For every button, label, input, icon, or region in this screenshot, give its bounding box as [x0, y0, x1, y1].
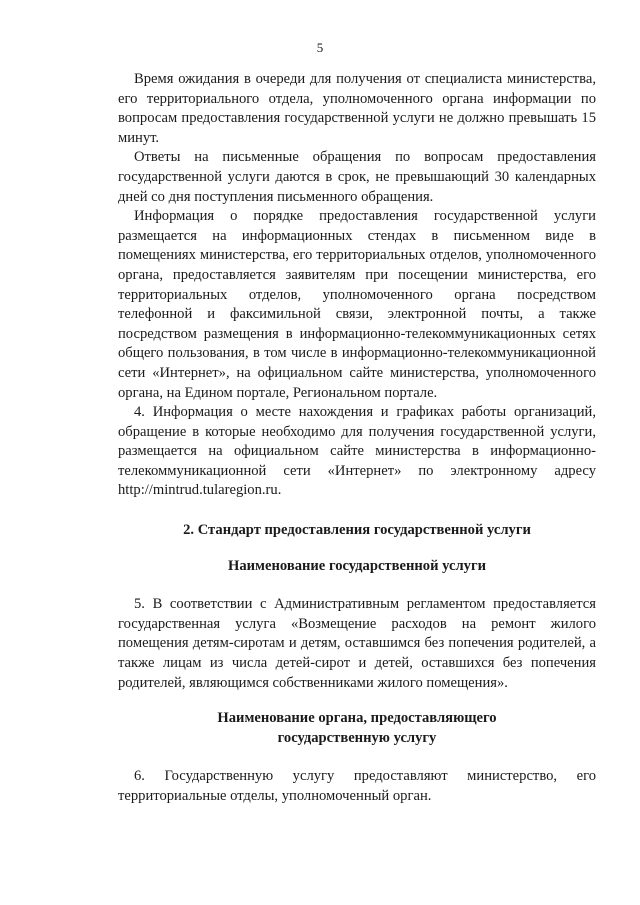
- paragraph-6-providers: 6. Государственную услугу предоставляют министерство, его территориальные отделы, уполномоченный орган.: [118, 768, 596, 804]
- service-name-heading: Наименование государственной услуги: [228, 557, 486, 574]
- paragraph-4-organizations-info: 4. Информация о месте нахождения и графиках работы организаций, обращение в которые необходимо для получения государственной услуги, размещается на официальном сайте министерства в информационно-телекоммуникационной сети «Интернет» по электронному адресу http://mintrud.tularegion.ru.: [118, 404, 596, 499]
- providing-body-heading-line2: государственную услугу: [277, 729, 437, 746]
- paragraph-waiting-time: Время ожидания в очереди для получения от специалиста министерства, его территориального отдела, уполномоченного органа информации по вопросам предоставления государственной услуги не должно превышать 15 минут.: [118, 71, 596, 146]
- providing-body-heading-line1: Наименование органа, предоставляющего: [217, 710, 497, 727]
- page-number: 5: [316, 40, 324, 55]
- providing-body-heading: [118, 709, 596, 748]
- document-body: [118, 70, 596, 807]
- paragraph-information-placement: Информация о порядке предоставления государственной услуги размещается на информационных стендах в письменном виде в помещениях министерства, его территориальных отделов, уполномоченного органа, предоставляется заявителям при посещении министерства, его территориальных отделов, уполномоченного органа посредством телефонной и факсимильной связи, электронной почты, а также посредством размещения в информационно-телекоммуникационных сетях общего пользования, в том числе в информационно-телекоммуникационной сети «Интернет», на официальном сайте министерства, уполномоченного органа, на Едином портале, Региональном портале.: [118, 208, 596, 401]
- paragraph-5-service-name: 5. В соответствии с Административным регламентом предоставляется государственная услуга «Возмещение расходов на ремонт жилого помещения детям-сиротам и детям, оставшимся без попечения родителей, а также лицам из числа детей-сирот и детей, оставшихся без попечения родителей, являющимся собственниками жилого помещения».: [118, 596, 596, 691]
- paragraph-written-replies: Ответы на письменные обращения по вопросам предоставления государственной услуги даются в срок, не превышающий 30 календарных дней со дня поступления письменного обращения.: [118, 149, 596, 205]
- section-2-heading: 2. Стандарт предоставления государственной услуги: [183, 522, 531, 539]
